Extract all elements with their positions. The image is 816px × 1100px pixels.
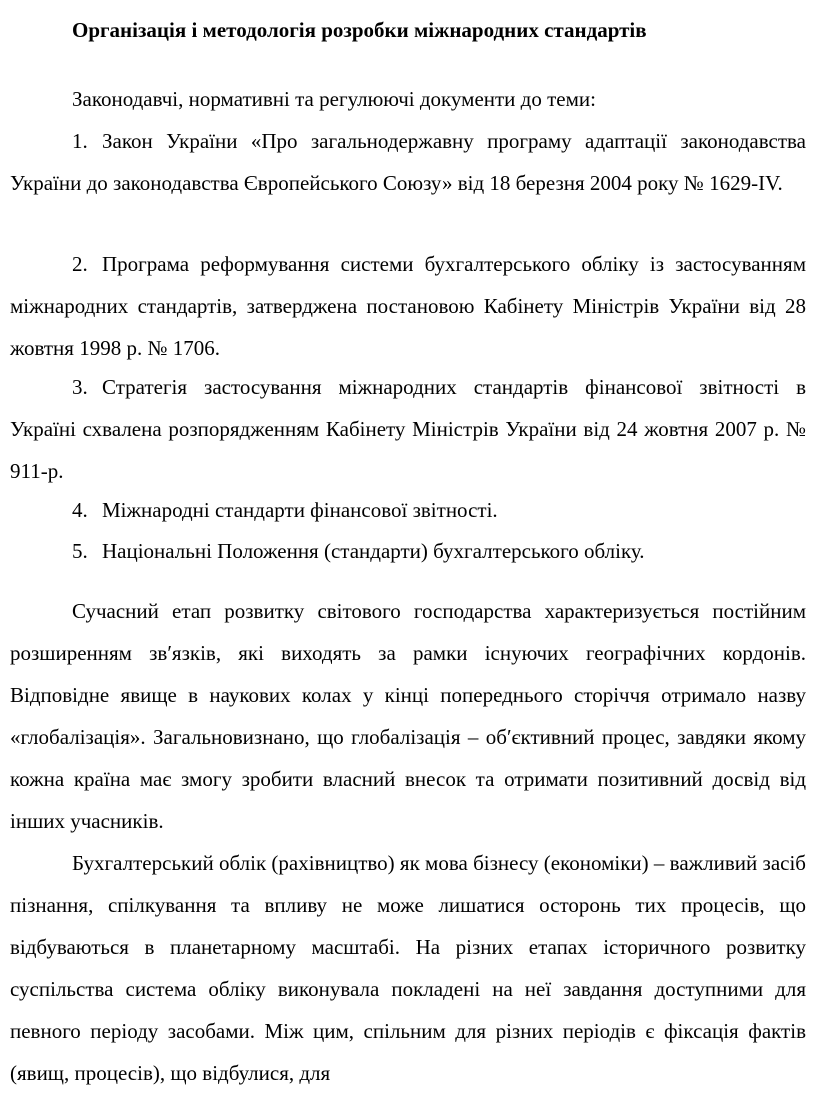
list-item-number: 4. — [72, 498, 88, 522]
list-item — [10, 489, 806, 531]
list-item-text: Програма реформування системи бухгалтерського обліку із застосуванням міжнародних стандартів, затверджена постановою Кабінету Міністрів України від 28 жовтня 1998 р. № 1706. — [10, 252, 806, 360]
list-item-number: 1. — [72, 129, 88, 153]
list-item — [10, 243, 806, 369]
document-title: Організація і методологія розробки міжнародних стандартів — [72, 18, 647, 42]
intro-text: Законодавчі, нормативні та регулюючі документи до теми: — [72, 87, 596, 111]
list-item-text: Міжнародні стандарти фінансової звітності. — [102, 498, 498, 522]
list-item — [10, 530, 806, 572]
list-item-number: 2. — [72, 252, 88, 276]
body-paragraph: Бухгалтерський облік (рахівництво) як мова бізнесу (економіки) – важливий засіб пізнання, спілкування та впливу не може лишатися осторонь тих процесів, що відбуваються в планетарному масштабі. На різних етапах історичного розвитку суспільства система обліку виконувала покладені на неї завдання доступними для певного періоду засобами. Між цим, спільним для різних періодів є фіксація фактів (явищ, процесів), що відбулися, для — [10, 851, 806, 1085]
list-item-number: 3. — [72, 375, 88, 399]
list-item-number: 5. — [72, 539, 88, 563]
list-item — [10, 366, 806, 492]
list-item-text: Закон України «Про загальнодержавну програму адаптації законодавства України до законодавства Європейського Союзу» від 18 березня 2004 року № 1629-IV. — [10, 129, 806, 195]
list-item-text: Національні Положення (стандарти) бухгалтерського обліку. — [102, 539, 645, 563]
document-page — [10, 0, 806, 1100]
list-item — [10, 120, 806, 204]
list-item-text: Стратегія застосування міжнародних стандартів фінансової звітності в Україні схвалена розпорядженням Кабінету Міністрів України від 24 жовтня 2007 р. № 911-р. — [10, 375, 806, 483]
body-paragraph: Сучасний етап розвитку світового господарства характеризується постійним розширенням зв′язків, які виходять за рамки існуючих географічних кордонів. Відповідне явище в наукових колах у кінці попереднього сторіччя отримало назву «глобалізація». Загальновизнано, що глобалізація – об′єктивний процес, завдяки якому кожна країна має змогу зробити власний внесок та отримати позитивний досвід від інших учасників. — [10, 599, 806, 833]
